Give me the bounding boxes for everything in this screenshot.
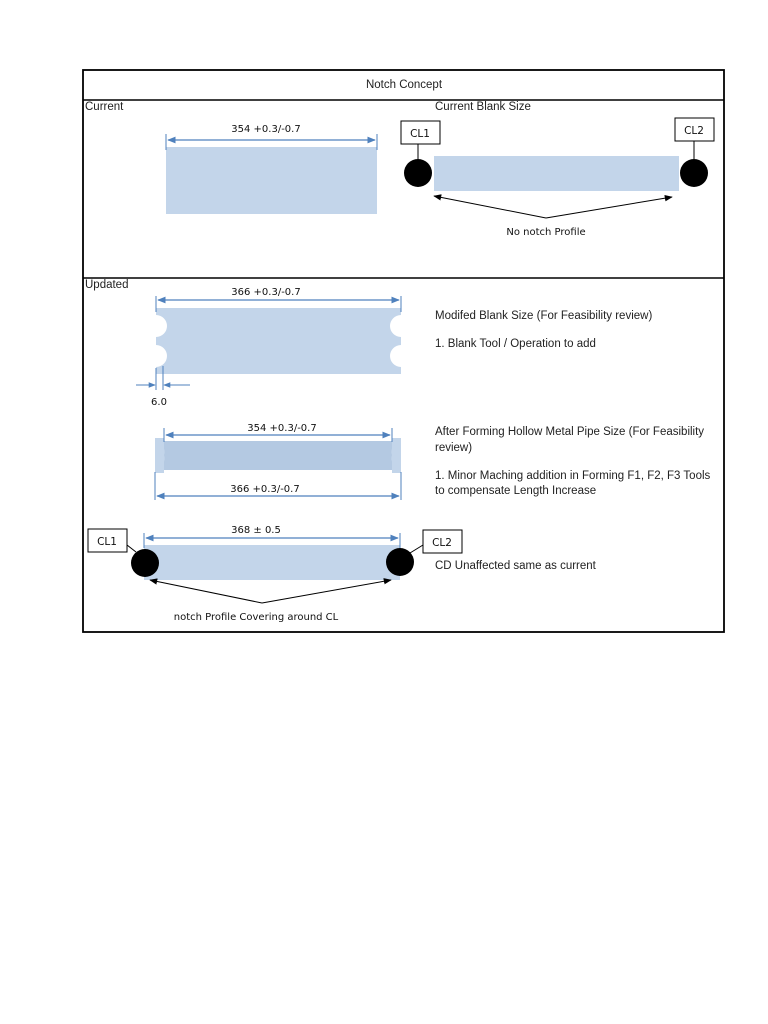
- pointer-arrow: [150, 580, 262, 603]
- cl2-circle: [386, 548, 414, 576]
- cl1-circle: [131, 549, 159, 577]
- leader-line: [410, 545, 423, 553]
- pointer-arrow: [262, 580, 391, 603]
- cl2-callout: CL2: [684, 125, 704, 137]
- dim-366-top-label: 366 +0.3/-0.7: [231, 287, 301, 298]
- cl1-circle: [404, 159, 432, 187]
- dim-368-label: 368 ± 0.5: [231, 525, 281, 536]
- cl2-callout: CL2: [432, 537, 452, 549]
- cl2-circle: [680, 159, 708, 187]
- cl1-callout: CL1: [410, 128, 430, 140]
- current-blank-plate: [166, 147, 377, 214]
- no-notch-caption: No notch Profile: [506, 227, 586, 238]
- page-title: Notch Concept: [365, 79, 443, 91]
- updated-label: Updated: [85, 279, 129, 291]
- dim-354-mid-label: 354 +0.3/-0.7: [247, 423, 317, 434]
- leader-line: [127, 545, 136, 552]
- current-pipe: [434, 156, 679, 191]
- minor-machining-line-1: 1. Minor Maching addition in Forming F1, F2, F3 Tools: [435, 470, 711, 482]
- cd-note: CD Unaffected same as current: [435, 560, 596, 572]
- current-blank-size-label: Current Blank Size: [435, 101, 531, 113]
- modified-blank-plate: [156, 308, 401, 374]
- pointer-arrow: [434, 196, 546, 218]
- after-forming-line-2: review): [435, 442, 473, 454]
- modified-item-1: 1. Blank Tool / Operation to add: [435, 338, 596, 350]
- dim-366-mid-label: 366 +0.3/-0.7: [230, 484, 300, 495]
- formed-pipe: [164, 441, 392, 470]
- pointer-arrow: [546, 197, 672, 218]
- modified-title: Modifed Blank Size (For Feasibility review): [435, 310, 653, 322]
- cl1-callout: CL1: [97, 536, 117, 548]
- final-pipe: [144, 545, 400, 580]
- current-label: Current: [85, 101, 124, 113]
- minor-machining-line-2: to compensate Length Increase: [435, 485, 597, 497]
- notch-caption: notch Profile Covering around CL: [173, 612, 339, 623]
- dim-354-label: 354 +0.3/-0.7: [231, 124, 301, 135]
- after-forming-line-1: After Forming Hollow Metal Pipe Size (For Feasibility: [435, 426, 705, 438]
- notch-depth-label: 6.0: [151, 397, 167, 408]
